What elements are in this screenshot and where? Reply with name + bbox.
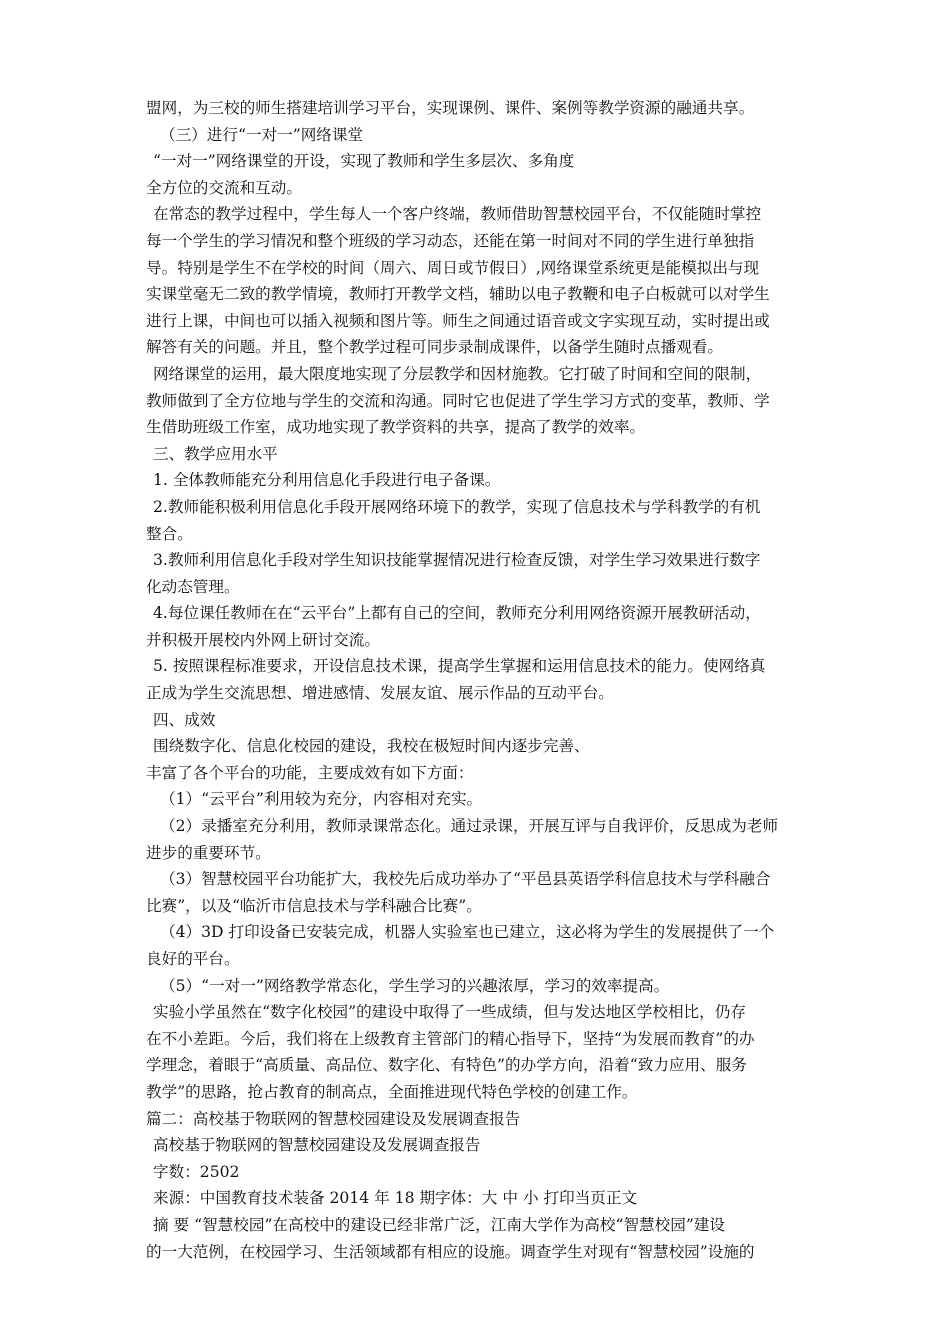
text-line: 摘 要 “智慧校园”在高校中的建设已经非常广泛，江南大学作为高校“智慧校园”建设	[153, 1215, 725, 1234]
text-line: 5. 按照课程标准要求，开设信息技术课，提高学生掌握和运用信息技术的能力。使网络真	[153, 657, 766, 676]
text-line: 实课堂毫无二致的教学情境，教师打开教学文档，辅助以电子教鞭和电子白板就可以对学生	[146, 285, 770, 304]
text-line: 在常态的教学过程中，学生每人一个客户终端，教师借助智慧校园平台，不仅能随时掌控	[153, 205, 762, 224]
text-line: 进行上课，中间也可以插入视频和图片等。师生之间通过语音或文字实现互动，实时提出或	[146, 311, 770, 330]
text-line: 导。特别是学生不在学校的时间（周六、周日或节假日）,网络课堂系统更是能模拟出与现	[146, 258, 760, 277]
document-body	[146, 95, 826, 1265]
text-line: 3.教师利用信息化手段对学生知识技能掌握情况进行检查反馈，对学生学习效果进行数字	[153, 551, 761, 570]
text-line: 每一个学生的学习情况和整个班级的学习动态，还能在第一时间对不同的学生进行单独指	[146, 231, 755, 250]
text-line: 教学”的思路，抢占教育的制高点，全面推进现代特色学校的创建工作。	[146, 1082, 638, 1101]
text-line: 正成为学生交流思想、增进感情、发展友谊、展示作品的互动平台。	[146, 684, 614, 703]
text-line: （三）进行“一对一”网络课堂	[160, 125, 364, 144]
text-line: 篇二：高校基于物联网的智慧校园建设及发展调查报告	[146, 1109, 521, 1128]
text-line: 整合。	[146, 524, 193, 543]
text-line: 高校基于物联网的智慧校园建设及发展调查报告	[153, 1136, 481, 1155]
text-line: 教师做到了全方位地与学生的交流和沟通。同时它也促进了学生学习方式的变革，教师、学	[146, 391, 770, 410]
text-line: 全方位的交流和互动。	[146, 178, 302, 197]
text-line: 解答有关的问题。并且，整个教学过程可同步录制成课件，以备学生随时点播观看。	[146, 338, 723, 357]
text-line: （3）智慧校园平台功能扩大，我校先后成功举办了“平邑县英语学科信息技术与学科融合	[160, 870, 771, 889]
text-line: 4.每位课任教师在在“云平台”上都有自己的空间，教师充分利用网络资源开展教研活动，	[153, 604, 761, 623]
text-line: 丰富了各个平台的功能，主要成效有如下方面：	[146, 763, 474, 782]
text-line: 良好的平台。	[146, 950, 240, 968]
text-line: 生借助班级工作室，成功地实现了教学资料的共享，提高了教学的效率。	[146, 418, 646, 437]
text-line: 2.教师能积极利用信息化手段开展网络环境下的教学，实现了信息技术与学科教学的有机	[153, 497, 761, 516]
text-line: 并积极开展校内外网上研讨交流。	[146, 630, 380, 649]
text-line: 学理念，着眼于“高质量、高品位、数字化、有特色”的办学方向，沿着“致力应用、服务	[146, 1056, 747, 1075]
text-line: 1. 全体教师能充分利用信息化手段进行电子备课。	[153, 471, 501, 490]
text-line: （1）“云平台”利用较为充分，内容相对充实。	[160, 790, 483, 809]
text-line: 网络课堂的运用，最大限度地实现了分层教学和因材施教。它打破了时间和空间的限制，	[153, 364, 762, 383]
text-line: “一对一”网络课堂的开设，实现了教师和学生多层次、多角度	[153, 152, 575, 171]
text-line: 字数：2502	[153, 1162, 240, 1181]
text-line: 盟网，为三校的师生搭建培训学习平台，实现课例、课件、案例等教学资源的融通共享。	[146, 99, 755, 117]
text-line: 的一大范例，在校园学习、生活领域都有相应的设施。调查学生对现有“智慧校园”设施的	[146, 1242, 755, 1261]
text-line: 进步的重要环节。	[146, 843, 271, 862]
text-line: （5）“一对一”网络教学常态化，学生学习的兴趣浓厚，学习的效率提高。	[160, 976, 670, 995]
text-line: （2）录播室充分利用，教师录课常态化。通过录课，开展互评与自我评价，反思成为老师	[160, 817, 779, 836]
text-line: 三、教学应用水平	[153, 444, 278, 463]
text-line: 在不小差距。今后，我们将在上级教育主管部门的精心指导下，坚持“为发展而教育”的办	[146, 1029, 755, 1048]
text-line: 围绕数字化、信息化校园的建设，我校在极短时间内逐步完善、	[153, 737, 590, 756]
text-line: （4）3D 打印设备已安装完成，机器人实验室也已建立，这必将为学生的发展提供了一个	[160, 923, 775, 942]
text-line: 来源：中国教育技术装备 2014 年 18 期字体：大 中 小 打印当页正文	[153, 1189, 638, 1208]
text-line: 实验小学虽然在“数字化校园”的建设中取得了一些成绩，但与发达地区学校相比，仍存	[153, 1003, 746, 1022]
text-line: 比赛”，以及“临沂市信息技术与学科融合比赛”。	[146, 896, 482, 915]
text-line: 化动态管理。	[146, 577, 240, 596]
text-line: 四、成效	[153, 710, 216, 729]
